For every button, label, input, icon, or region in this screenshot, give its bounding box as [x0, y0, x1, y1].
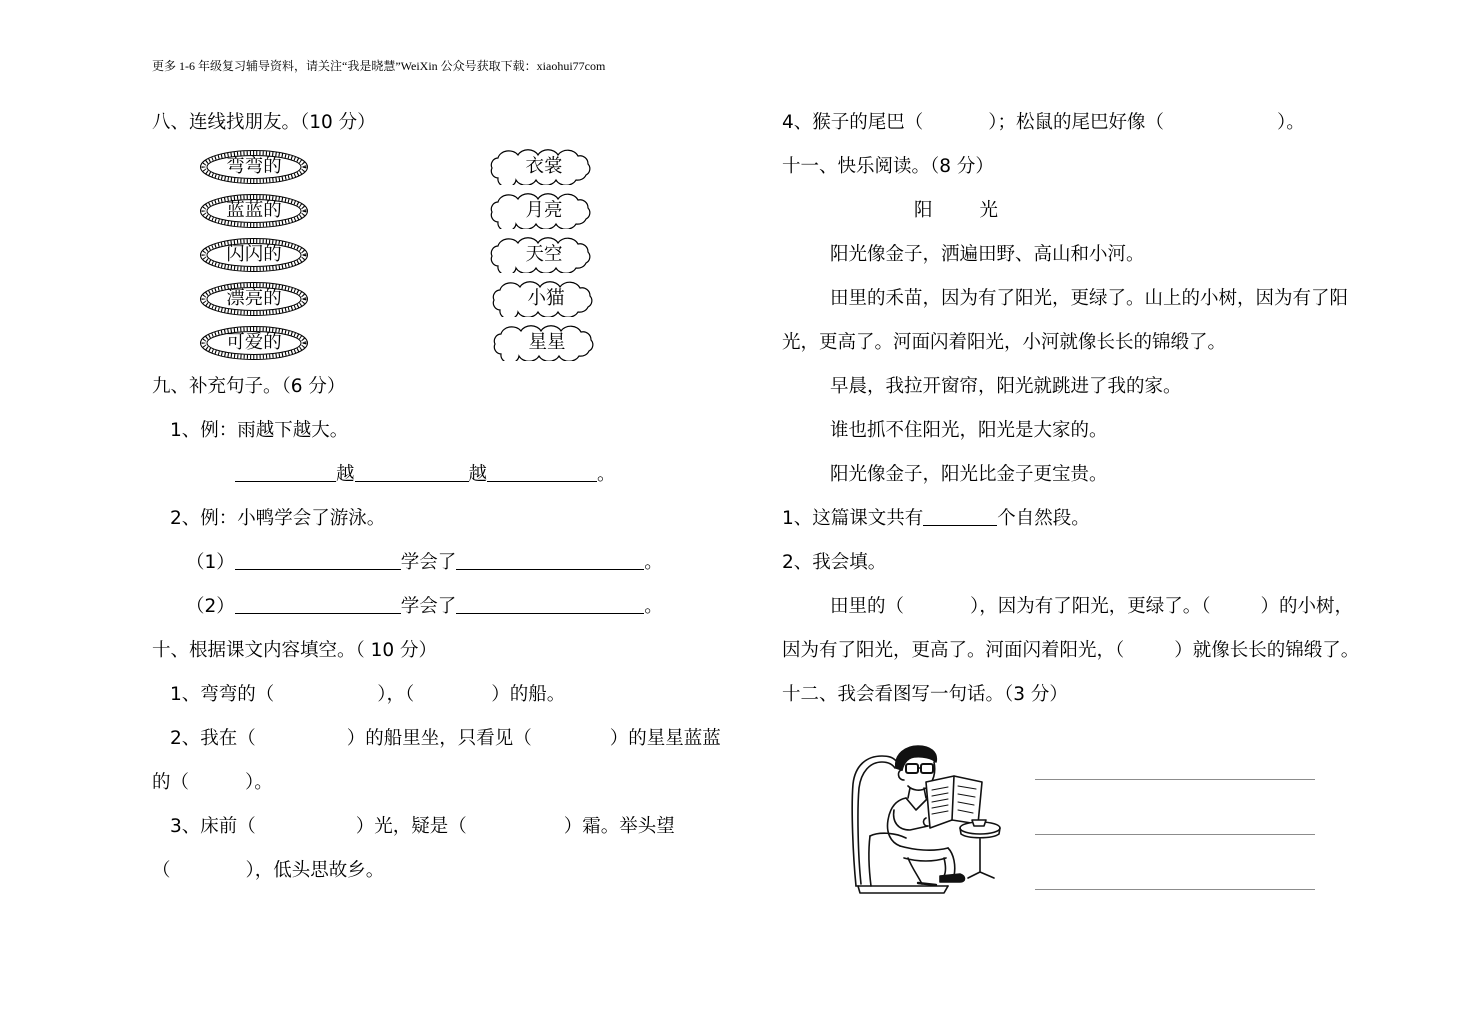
section-10-title: 十、根据课文内容填空。（ 10 分） — [152, 640, 438, 661]
passage-line: 谁也抓不住阳光，阳光是大家的。 — [830, 420, 1108, 441]
answer-underline — [235, 464, 336, 482]
left-word-oval — [199, 193, 309, 229]
question-text: ）光，疑是（ — [355, 816, 467, 837]
answer-underline — [355, 464, 469, 482]
section-10-q4 — [782, 112, 1305, 134]
right-word-cloud — [484, 281, 596, 317]
left-word-oval — [199, 149, 309, 185]
question-text: ），低头思故乡。 — [245, 860, 385, 881]
question-text: 2、我在（ — [170, 728, 256, 749]
section-11-q2-line2 — [782, 640, 1359, 662]
right-word-cloud — [485, 325, 597, 361]
question-text: 个自然段。 — [997, 508, 1090, 529]
section-9-q1-example: 1、例：雨越下越大。 — [170, 420, 349, 441]
section-9-title: 九、补充句子。（6 分） — [152, 376, 346, 397]
section-10-q3-line2 — [152, 860, 384, 882]
answer-underline — [456, 596, 644, 614]
question-text: 3、床前（ — [170, 816, 256, 837]
answer-underline — [923, 508, 997, 526]
paren-blank — [532, 743, 610, 744]
left-word-oval — [199, 281, 309, 317]
answer-writing-line — [1035, 834, 1315, 835]
header-note: 更多 1-6 年级复习辅导资料，请关注“我是晓慧”WeiXin 公众号获取下载：xiaohui77com — [152, 59, 606, 73]
right-word: 月亮 — [525, 200, 563, 221]
question-text: 4、猴子的尾巴（ — [782, 112, 924, 133]
section-11-q2-line1 — [830, 596, 1353, 618]
question-text: 1、弯弯的（ — [170, 684, 275, 705]
passage-line: 阳光像金子，洒遍田野、高山和小河。 — [830, 244, 1145, 265]
left-word: 可爱的 — [226, 332, 282, 353]
question-text: ）霜。举头望 — [563, 816, 675, 837]
passage-title: 阳光 — [914, 200, 1046, 221]
item-number: （2） — [186, 596, 235, 617]
answer-writing-line — [1035, 779, 1315, 780]
fill-word: 。 — [644, 552, 663, 573]
answer-underline — [487, 464, 597, 482]
left-word: 闪闪的 — [226, 244, 282, 265]
question-text: ）的小树， — [1260, 596, 1354, 617]
question-text: ）；松鼠的尾巴好像（ — [988, 112, 1165, 133]
answer-writing-line — [1035, 889, 1315, 890]
section-11-title: 十一、快乐阅读。（8 分） — [782, 156, 994, 177]
fill-word: 。 — [644, 596, 663, 617]
paren-blank — [904, 611, 970, 612]
section-10-q1 — [170, 684, 565, 706]
man-reading-newspaper-icon — [848, 744, 1004, 896]
section-9-q1-fill-line — [235, 464, 616, 486]
left-word: 漂亮的 — [226, 288, 282, 309]
paren-blank — [189, 787, 245, 788]
question-text: ）的星星蓝蓝 — [609, 728, 721, 749]
paren-blank — [1124, 655, 1174, 656]
paren-blank — [256, 831, 356, 832]
passage-line: 田里的禾苗，因为有了阳光，更绿了。山上的小树，因为有了阳 — [830, 288, 1349, 309]
question-text: ），因为有了阳光，更绿了。（ — [970, 596, 1211, 617]
section-11-q2-title: 2、我会填。 — [782, 552, 887, 573]
left-word: 蓝蓝的 — [226, 200, 282, 221]
question-text: 田里的（ — [830, 596, 905, 617]
fill-word: 。 — [597, 464, 616, 485]
right-word: 星星 — [528, 332, 566, 353]
answer-underline — [456, 552, 644, 570]
question-text: （ — [152, 860, 171, 881]
paren-blank — [467, 831, 564, 832]
fill-word: 越 — [468, 464, 488, 485]
question-text: ）的船里坐，只看见（ — [346, 728, 532, 749]
paren-blank — [171, 875, 246, 876]
item-number: （1） — [186, 552, 235, 573]
fill-word: 越 — [336, 464, 355, 485]
right-word: 天空 — [525, 244, 563, 265]
section-9-q2-item — [186, 596, 663, 618]
section-11-q1 — [782, 508, 1090, 530]
answer-underline — [235, 552, 401, 570]
section-10-q2-line1 — [170, 728, 721, 750]
question-text: ）的船。 — [491, 684, 566, 705]
question-text: ）就像长长的锦缎了。 — [1174, 640, 1360, 661]
section-10-q3-line1 — [170, 816, 675, 838]
paren-blank — [1211, 611, 1261, 612]
left-word: 弯弯的 — [226, 156, 282, 177]
passage-line: 光，更高了。河面闪着阳光，小河就像长长的锦缎了。 — [782, 332, 1227, 353]
paren-blank — [1164, 127, 1277, 128]
passage-line: 阳光像金子，阳光比金子更宝贵。 — [830, 464, 1108, 485]
section-9-q2-example: 2、例：小鸭学会了游泳。 — [170, 508, 386, 529]
question-text: 1、这篇课文共有 — [782, 508, 924, 529]
fill-word: 学会了 — [400, 552, 457, 573]
question-text: 因为有了阳光，更高了。河面闪着阳光，（ — [782, 640, 1125, 661]
question-text: 的（ — [152, 772, 190, 793]
paren-blank — [414, 699, 491, 700]
right-word-cloud — [482, 193, 594, 229]
paren-blank — [923, 127, 988, 128]
left-word-oval — [199, 237, 309, 273]
question-text: ），（ — [377, 684, 415, 705]
section-10-q2-line2 — [152, 772, 273, 794]
section-8-title: 八、连线找朋友。（10 分） — [152, 112, 376, 133]
passage-line: 早晨，我拉开窗帘，阳光就跳进了我的家。 — [830, 376, 1182, 397]
right-word: 衣裳 — [525, 156, 563, 177]
answer-underline — [235, 596, 401, 614]
right-word: 小猫 — [527, 288, 565, 309]
paren-blank — [256, 743, 347, 744]
left-word-oval — [199, 325, 309, 361]
right-word-cloud — [482, 237, 594, 273]
question-text: ）。 — [1277, 112, 1305, 133]
section-12-title: 十二、我会看图写一句话。（3 分） — [782, 684, 1068, 705]
right-word-cloud — [482, 149, 594, 185]
question-text: ）。 — [245, 772, 273, 793]
section-9-q2-item — [186, 552, 663, 574]
fill-word: 学会了 — [400, 596, 457, 617]
paren-blank — [274, 699, 377, 700]
